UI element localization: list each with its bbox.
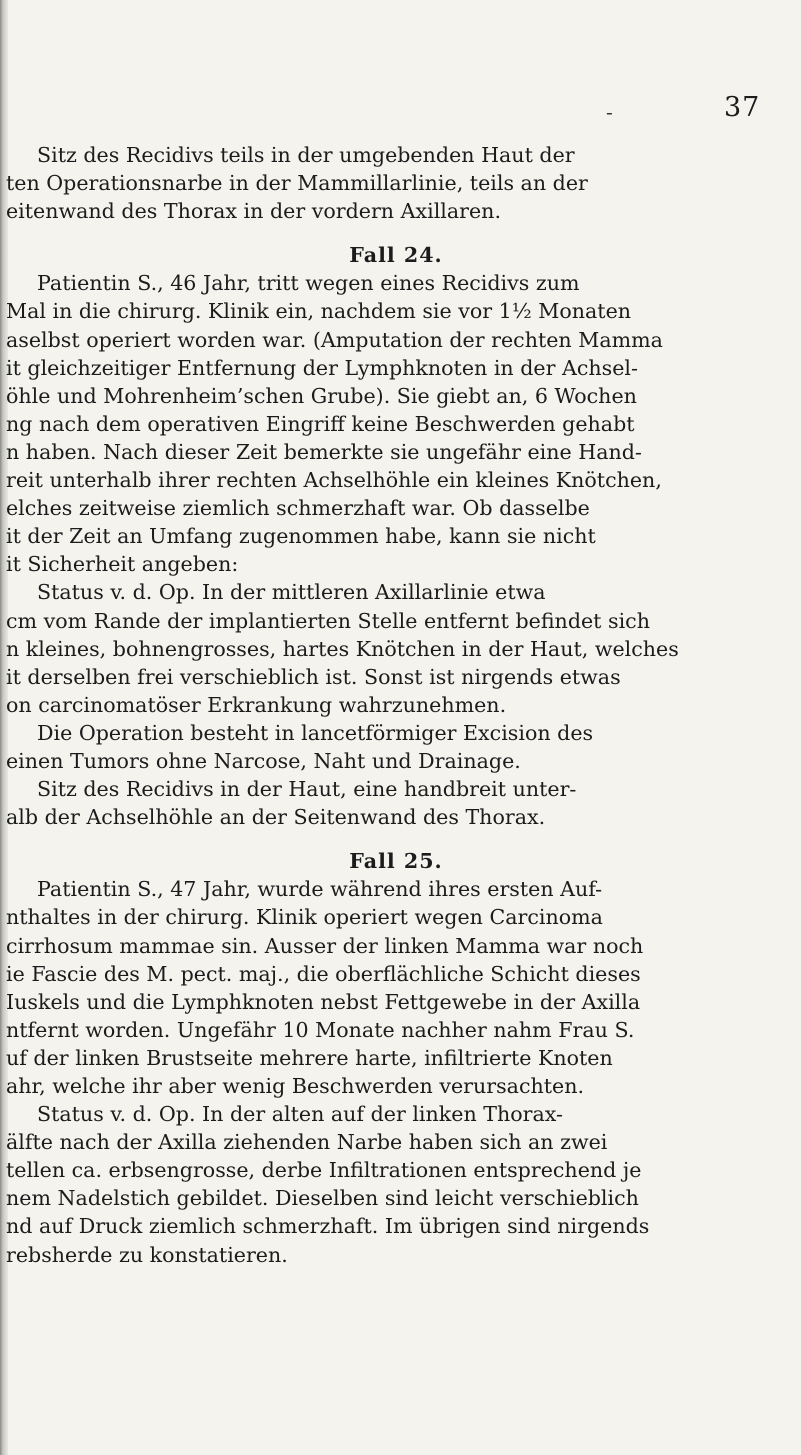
- text-line: nd auf Druck ziemlich schmerzhaft. Im übrigen sind nirgends: [6, 1214, 650, 1239]
- text-line: it der Zeit an Umfang zugenommen habe, kann sie nicht: [6, 524, 596, 549]
- text-line: Status v. d. Op. In der mittleren Axillarlinie etwa: [37, 580, 546, 605]
- text-line: Patientin S., 46 Jahr, tritt wegen eines Recidivs zum: [37, 271, 580, 296]
- text-line: ten Operationsnarbe in der Mammillarlinie, teils an der: [6, 171, 588, 196]
- page-mark: -: [606, 100, 613, 124]
- text-line: rebsherde zu konstatieren.: [6, 1242, 288, 1267]
- text-line: ie Fascie des M. pect. maj., die oberflächliche Schicht dieses: [6, 961, 641, 986]
- case-heading-24: Fall 24.: [349, 243, 443, 268]
- text-line: uf der linken Brustseite mehrere harte, infiltrierte Knoten: [6, 1045, 613, 1070]
- case-heading-25: Fall 25.: [349, 849, 443, 874]
- text-line: Iuskels und die Lymphknoten nebst Fettgewebe in der Axilla: [6, 989, 641, 1014]
- text-line: Sitz des Recidivs in der Haut, eine handbreit unter-: [37, 777, 577, 802]
- text-line: it Sicherheit angeben:: [6, 552, 239, 577]
- text-line: Die Operation besteht in lancetförmiger Excision des: [37, 720, 594, 745]
- text-line: elches zeitweise ziemlich schmerzhaft war. Ob dasselbe: [6, 496, 590, 521]
- paragraph-case-24-status: [6, 578, 776, 718]
- text-line: it derselben frei verschieblich ist. Sonst ist nirgends etwas: [6, 664, 621, 689]
- text-line: n kleines, bohnengrosses, hartes Knötchen in der Haut, welches: [6, 636, 679, 661]
- text-line: reit unterhalb ihrer rechten Achselhöhle ein kleines Knötchen,: [6, 468, 662, 493]
- text-line: cm vom Rande der implantierten Stelle entfernt befindet sich: [6, 608, 650, 633]
- paragraph-recidiv-23: [6, 141, 776, 225]
- text-line: Sitz des Recidivs teils in der umgebenden Haut der: [37, 143, 575, 167]
- text-line: ahr, welche ihr aber wenig Beschwerden verursachten.: [6, 1074, 585, 1098]
- text-line: Mal in die chirurg. Klinik ein, nachdem sie vor 1½ Monaten: [6, 299, 632, 324]
- text-line: ntfernt worden. Ungefähr 10 Monate nachher nahm Frau S.: [6, 1017, 635, 1042]
- paragraph-case-25-history: [6, 875, 776, 1100]
- text-line: eitenwand des Thorax in der vordern Axillaren.: [6, 199, 501, 224]
- text-line: on carcinomatöser Erkrankung wahrzunehmen.: [6, 692, 507, 717]
- text-line: it gleichzeitiger Entfernung der Lymphknoten in der Achsel-: [6, 355, 638, 380]
- text-line: ng nach dem operativen Eingriff keine Beschwerden gehabt: [6, 411, 635, 436]
- text-line: älfte nach der Axilla ziehenden Narbe haben sich an zwei: [6, 1130, 608, 1155]
- paragraph-case-24-history: [6, 269, 776, 578]
- text-line: öhle und Mohrenheim’schen Grube). Sie giebt an, 6 Wochen: [6, 383, 637, 408]
- page-number: 37: [724, 92, 761, 123]
- text-line: cirrhosum mammae sin. Ausser der linken Mamma war noch: [6, 933, 644, 958]
- text-line: n haben. Nach dieser Zeit bemerkte sie ungefähr eine Hand-: [6, 439, 642, 464]
- text-line: einen Tumors ohne Narcose, Naht und Drainage.: [6, 748, 521, 773]
- text-line: nem Nadelstich gebildet. Dieselben sind leicht verschieblich: [6, 1186, 639, 1211]
- text-line: tellen ca. erbsengrosse, derbe Infiltrationen entsprechend je: [6, 1158, 642, 1183]
- body-text: [6, 141, 776, 1269]
- paragraph-case-24-recidiv: [6, 775, 776, 831]
- paragraph-case-25-status: [6, 1100, 776, 1269]
- text-line: nthaltes in der chirurg. Klinik operiert wegen Carcinoma: [6, 905, 603, 930]
- paragraph-case-24-operation: [6, 719, 776, 775]
- text-line: alb der Achselhöhle an der Seitenwand des Thorax.: [6, 805, 546, 830]
- text-line: aselbst operiert worden war. (Amputation der rechten Mamma: [6, 327, 663, 352]
- text-line: Status v. d. Op. In der alten auf der linken Thorax-: [37, 1102, 563, 1127]
- text-line: Patientin S., 47 Jahr, wurde während ihres ersten Auf-: [37, 877, 603, 902]
